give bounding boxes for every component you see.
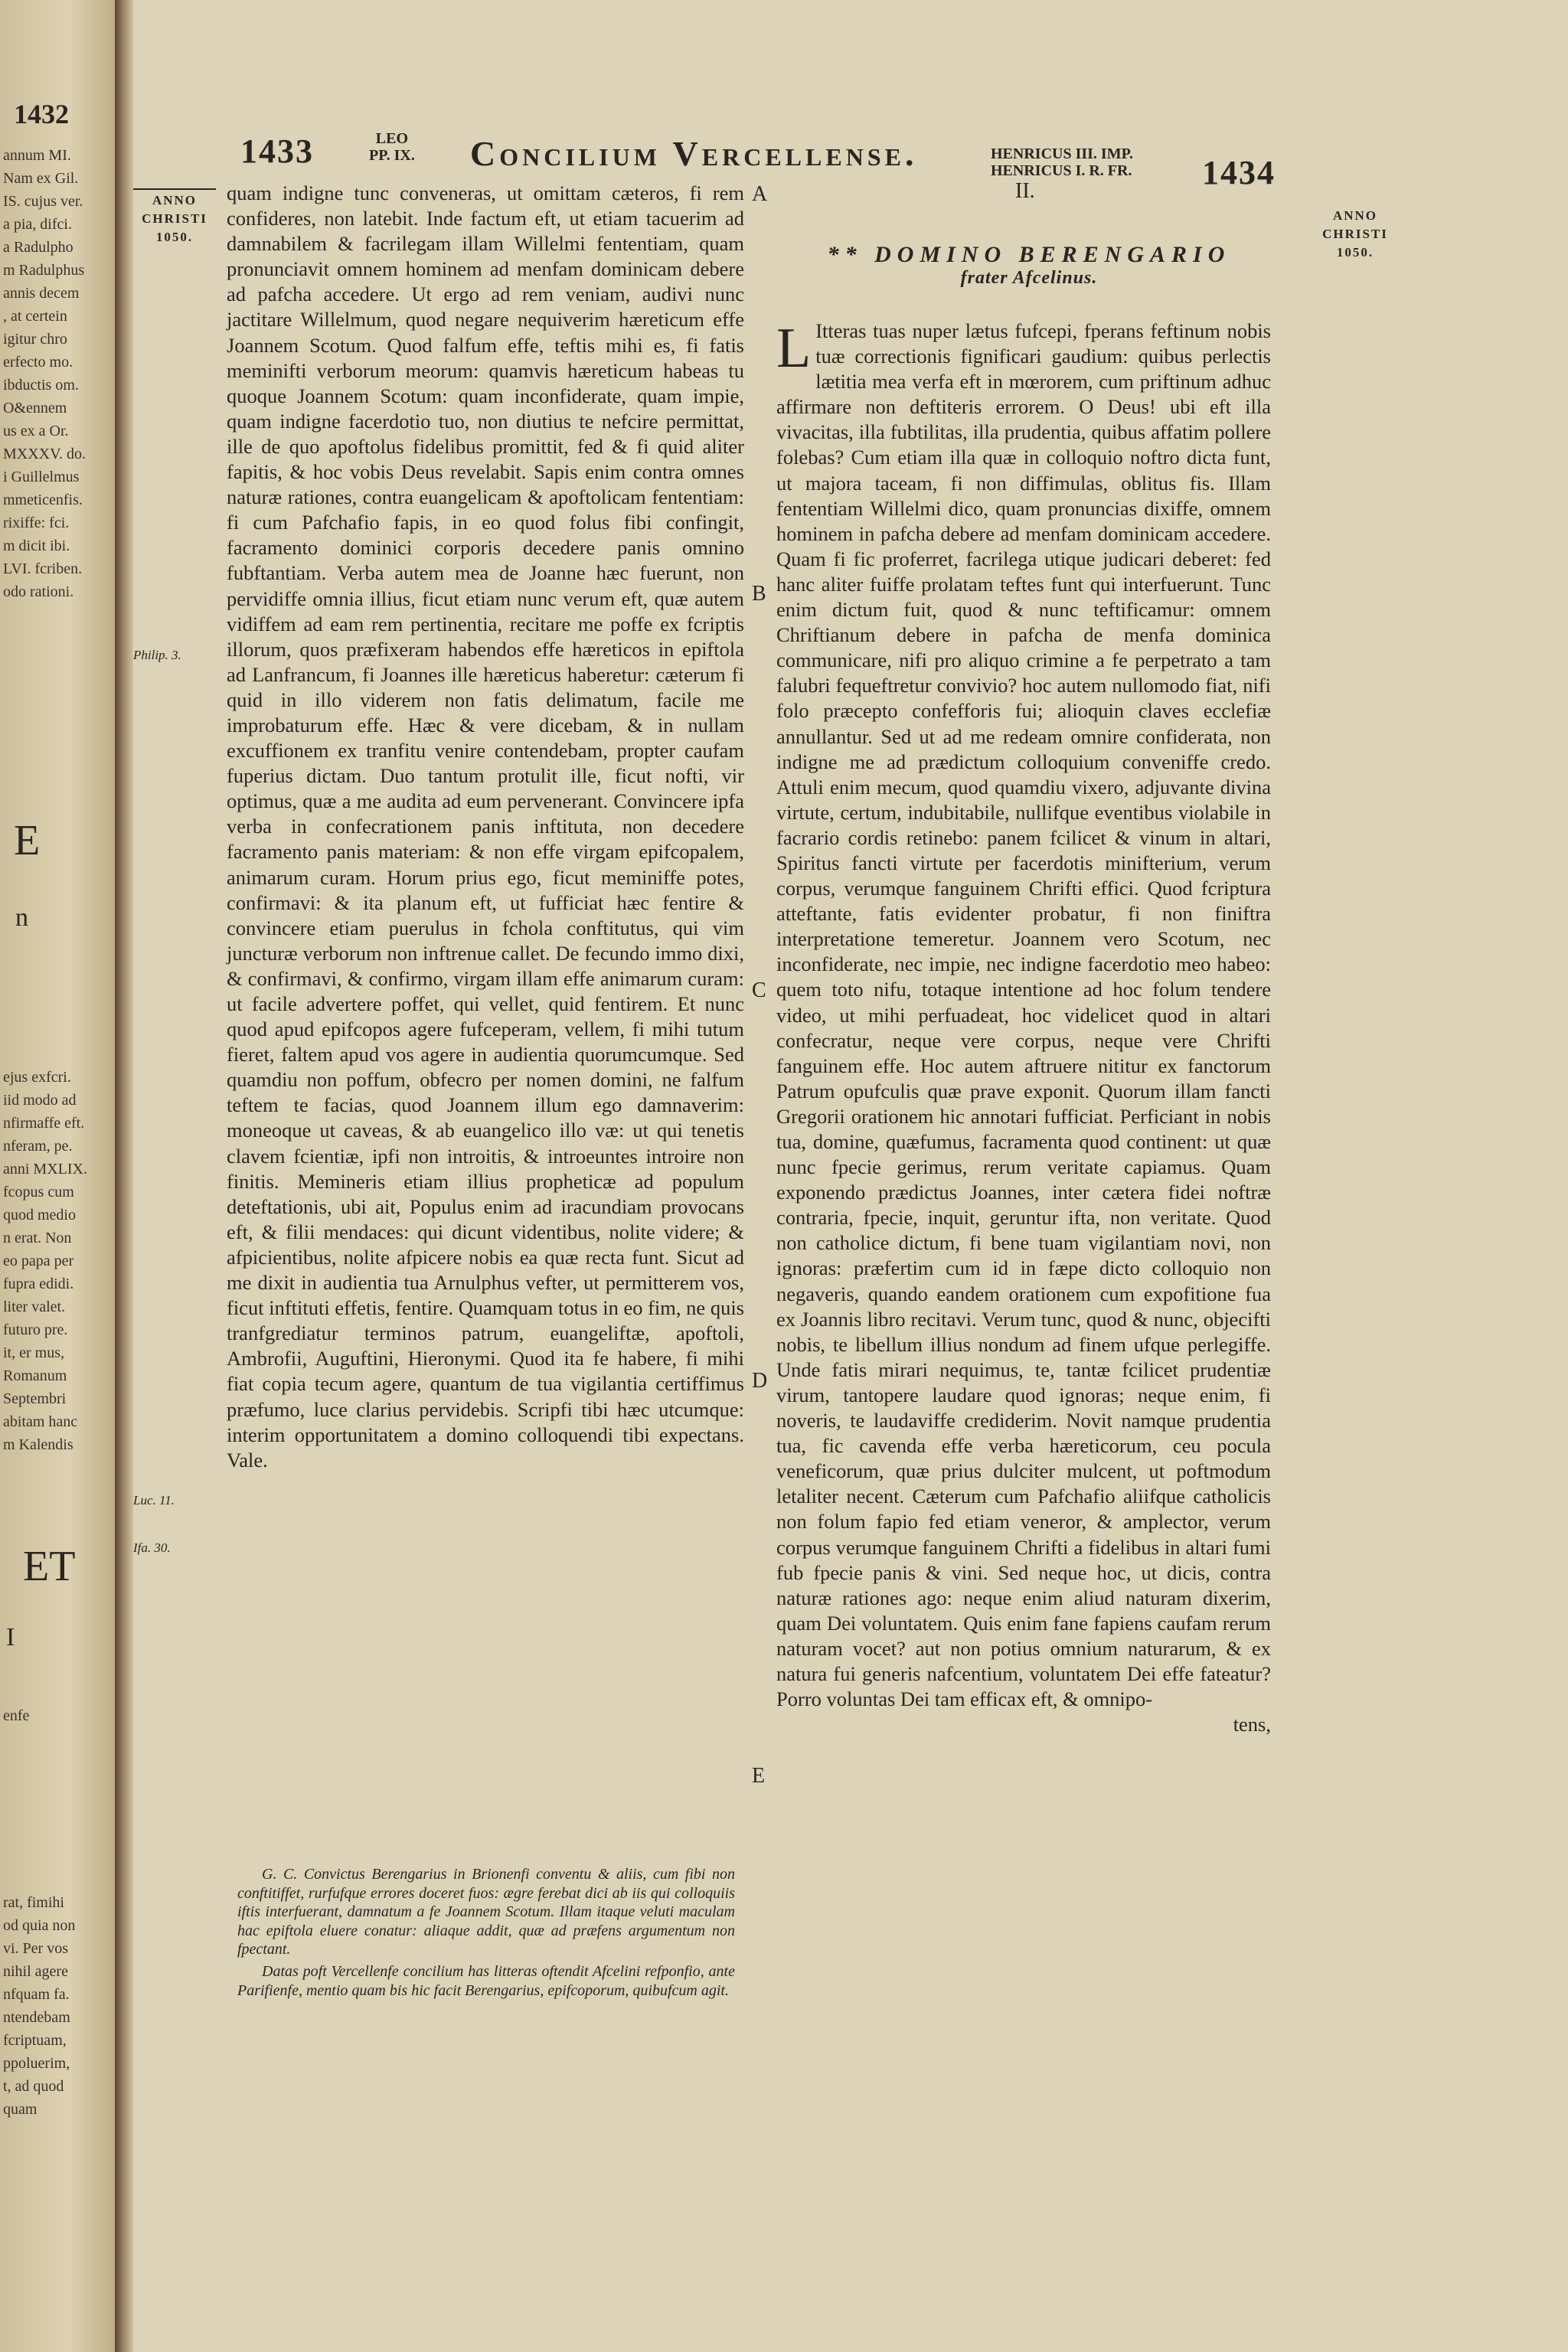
facing-page-fragment: i Guillelmus bbox=[3, 469, 80, 485]
section-marker-d: D bbox=[752, 1369, 768, 1393]
emperor-label bbox=[991, 145, 1133, 179]
facing-page-fragment: O&ennem bbox=[3, 400, 67, 416]
facing-page-fragment: eo papa per bbox=[3, 1253, 74, 1269]
anno-christi-left bbox=[133, 188, 216, 247]
pope-label bbox=[369, 130, 415, 164]
facing-page-fragment: Septembri bbox=[3, 1390, 67, 1407]
facing-page-letter: ET bbox=[23, 1543, 76, 1590]
facing-page-fragment: , at certein bbox=[3, 308, 67, 325]
facing-page-letter: E bbox=[14, 817, 41, 864]
note-2: Datas poft Vercellenfe concilium has litteras oftendit Afcelini refponfio, ante Parifienfe, mentio quam bis hic facit Berengarius, epifcoporum, quibufcum agit. bbox=[237, 1962, 735, 1999]
letter-number: II. bbox=[1015, 179, 1035, 203]
facing-page-fragment: IS. cujus ver. bbox=[3, 193, 83, 210]
facing-page-fragment: annum MI. bbox=[3, 147, 71, 164]
christi-word: CHRISTI bbox=[1322, 227, 1388, 241]
catchword: tens, bbox=[1233, 1713, 1271, 1736]
letter-body-right: Itteras tuas nuper lætus fufcepi, fperans feftinum nobis tuæ correctionis fignificari gaudium: quibus perlectis lætitia mea verfa eft in mœrorem, cum priftinum adhuc affirmare non deftiteris errorem. O Deus! ubi eft illa vivacitas, illa fubtilitas, illa prudentia, quibus affatim pollere folebas? Cum etiam illa quæ in colloquio noftro dicta funt, ut majora taceam, fi non diffimulas, oblitus fis. Illam fententiam Willelmi dico, quam pronuncias dixiffe, omnem hominem in pafcha debere ad menfam dominicam accedere. Quam fi fic proferret, facrilega utique judicari deberet: fed hanc aliter fuiffe prolatam teftes funt qui interfuerunt. Tunc enim dictum fuit, quod & nunc teftificamur: omnem Chriftianum debere in pafcha de menfa dominica communicare, nifi pro aliquo crimine a fe perpetrato a tam falubri fequeftretur convivio? hoc autem nullomodo fiat, nifi folo præcepto confefforis fui; alioquin claves ecclefiæ annullantur. Sed ut ad me redeam omnire confiderata, non indigne me ad prædictum colloquium conveniffe credo. Attuli enim mecum, quod quamdiu vixero, adjuvante divina virtute, certum, indubitabile, nullifque eventibus violabile in facrario cordis retinebo: panem fcilicet & vinum in altari, Spiritus fancti virtute per facerdotis minifterium, verum corpus, verumque fanguinem Chrifti effici. Quod fcriptura atteftante, fatis evidenter probatur, fi non finiftra interpretatione temeretur. Joannem vero Scotum, nec inconfiderate, nec impie, nec indigne facerdotio meo habeo: quem toto nifu, totaque intentione ad hoc folum tendere video, ut mihi perfuadeat, hoc videlicet quod in altari confecratur, neque vere corpus, neque vere Chrifti fanguinem effe. Hoc autem aftruere nititur ex fanctorum Patrum opufculis quæ prave exponit. Quorum illam fancti Gregorii orationem hic annotari fufficiat. Perficiant in nobis tua, domine, quæfumus, facramenta quod continent: ut quæ nunc fpecie gerimus, rerum veritate capiamus. Quam exponendo prædictus Joannes, inter cætera fidei noftræ contraria, fpecie, inquit, geruntur ifta, non veritate. Quod non catholice dictum, fi bene tuam vigilantiam novi, non ignoras: præfertim cum id in fæpe dicto colloquio non negaveris, quando eandem orationem cum expofitione fua ex Joannis libro recitavi. Verum tunc, quod & nunc, objecifti nobis, te libellum illius nondum ad finem ufque perlegiffe. Unde fatis mirari nequimus, te, tantæ fcilicet prudentiæ virum, tantopere laudare quod ignoras; neque enim, fi noveris, te laudaviffe crediderim. Novit namque prudentia tua, fic cavenda effe verba hæreticorum, ceu pocula veneficorum, quæ prius dulciter mulcent, ut poftmodum letaliter necent. Cæterum cum Pafchafio aliifque catholicis non folum fapio fed etiam veneror, & amplector, verum corpus verumque fanguinem Chrifti a fidelibus in altari fumi fub fpecie panis & vini. Sed neque hoc, ut dicis, contra naturæ rationes ago: neque enim aliud naturam dixerim, quam Dei voluntatem. Quis enim fane fapiens caufam rerum naturam vocet? aut non potius omnium naturarum, & ex natura fui generis nafcentium, voluntatem Dei effe fateatur? Porro voluntas Dei tam efficax eft, & omnipo- bbox=[776, 319, 1271, 1711]
facing-page-fragment: ppoluerim, bbox=[3, 2055, 70, 2072]
facing-page-fragment: rat, fimihi bbox=[3, 1894, 64, 1911]
margin-ref-philip: Philip. 3. bbox=[133, 648, 181, 662]
facing-page-fragment: vi. Per vos bbox=[3, 1940, 68, 1957]
facing-page-fragment: nfquam fa. bbox=[3, 1986, 70, 2003]
facing-page-fragment: od quia non bbox=[3, 1917, 76, 1934]
facing-page-fragment: mmeticenfis. bbox=[3, 492, 83, 508]
anno-christi-right bbox=[1309, 207, 1401, 262]
running-header bbox=[133, 115, 1568, 191]
king-line: HENRICUS I. R. FR. bbox=[991, 162, 1132, 179]
facing-page-fragment: LVI. fcriben. bbox=[3, 560, 83, 577]
facing-page-fragment: n erat. Non bbox=[3, 1230, 72, 1246]
facing-page-number: 1432 bbox=[14, 99, 69, 129]
letter-sender: frater Afcelinus. bbox=[960, 268, 1098, 288]
margin-ref-isa: Ifa. 30. bbox=[133, 1540, 171, 1555]
facing-page-fragment: quam bbox=[3, 2101, 38, 2118]
facing-page-fragment: liter valet. bbox=[3, 1298, 66, 1315]
facing-page-fragment: enfe bbox=[3, 1707, 30, 1724]
facing-page-fragment: anni MXLIX. bbox=[3, 1161, 87, 1178]
section-marker-a: A bbox=[752, 182, 768, 206]
facing-page-fragment: Nam ex Gil. bbox=[3, 170, 79, 187]
facing-page-fragment: ntendebam bbox=[3, 2009, 70, 2026]
facing-page-fragment: a Radulpho bbox=[3, 239, 74, 256]
facing-page-fragment: odo rationi. bbox=[3, 583, 74, 600]
facing-page-fragment: annis decem bbox=[3, 285, 80, 302]
letter-heading bbox=[784, 242, 1274, 289]
facing-page-fragment: fupra edidi. bbox=[3, 1276, 74, 1292]
facing-page-fragment: a pia, difci. bbox=[3, 216, 72, 233]
facing-page-fragment: us ex a Or. bbox=[3, 423, 69, 439]
facing-page-fragment: m dicit ibi. bbox=[3, 537, 70, 554]
book-page bbox=[133, 0, 1568, 2352]
facing-page-fragment: iid modo ad bbox=[3, 1092, 77, 1109]
pope-number: PP. IX. bbox=[369, 147, 415, 164]
facing-page-fragment: t, ad quod bbox=[3, 2078, 64, 2095]
year: 1050. bbox=[155, 230, 194, 244]
facing-page-fragment: abitam hanc bbox=[3, 1413, 78, 1430]
left-column-text bbox=[227, 181, 744, 1473]
page-number-left: 1433 bbox=[240, 132, 314, 170]
drop-cap: L bbox=[776, 317, 812, 380]
facing-page-fragment: quod medio bbox=[3, 1207, 76, 1223]
facing-page-fragment: nihil agere bbox=[3, 1963, 68, 1980]
facing-page-fragment: it, er mus, bbox=[3, 1344, 64, 1361]
facing-page-fragment: MXXXV. do. bbox=[3, 446, 86, 462]
note-1: G. C. Convictus Berengarius in Brionenfi conventu & aliis, cum fibi non conftitiffet, rurfufque errores doceret fuos: ægre ferebat dici ab iis qui colloquiis iftis interfuerant, damnatum a fe Joannem Scotum. Illam itaque veluti maculam hac epiftola eluere conatur: aliaque addit, quæ ad præfens argumentum non fpectant. bbox=[237, 1866, 735, 1958]
facing-page-fragment: Romanum bbox=[3, 1367, 67, 1384]
facing-page-fragment: futuro pre. bbox=[3, 1321, 68, 1338]
facing-page-fragment: erfecto mo. bbox=[3, 354, 74, 371]
page-number-right: 1434 bbox=[1202, 154, 1276, 191]
facing-page-fragment: ibductis om. bbox=[3, 377, 79, 394]
facing-page-letter: I bbox=[6, 1623, 15, 1651]
facing-page-edge bbox=[0, 0, 115, 2352]
section-marker-e: E bbox=[752, 1764, 766, 1788]
facing-page-fragment: m Radulphus bbox=[3, 262, 85, 279]
facing-page-fragment: ejus exfcri. bbox=[3, 1069, 71, 1086]
emperor-line: HENRICUS III. IMP. bbox=[991, 145, 1133, 162]
facing-page-letter: n bbox=[15, 903, 28, 932]
section-marker-b: B bbox=[752, 582, 766, 606]
right-column-text bbox=[776, 318, 1271, 1737]
anno-word: ANNO bbox=[152, 193, 198, 207]
facing-page-fragment: m Kalendis bbox=[3, 1436, 74, 1453]
facing-page-fragment: fcriptuam, bbox=[3, 2032, 67, 2049]
section-marker-c: C bbox=[752, 978, 766, 1002]
page-title: Concilium Vercellense. bbox=[470, 134, 918, 173]
letter-address: ** DOMINO BERENGARIO bbox=[827, 242, 1231, 267]
facing-page-fragment: fcopus cum bbox=[3, 1184, 74, 1200]
year: 1050. bbox=[1336, 245, 1374, 260]
facing-page-fragment: rixiffe: fci. bbox=[3, 514, 70, 531]
editorial-notes bbox=[237, 1865, 735, 2003]
christi-word: CHRISTI bbox=[142, 211, 207, 226]
margin-ref-luc: Luc. 11. bbox=[133, 1493, 175, 1508]
facing-page-fragment: igitur chro bbox=[3, 331, 67, 348]
letter-body-left: quam indigne tunc conveneras, ut omittam cæteros, fi rem confideres, non latebit. Inde factum eft, ut etiam tacuerim ad damnabilem & facrilegam illam Willelmi fententiam, quam pronunciavit omnem hominem ad menfam dominicam debere ad pafcha accedere. Ut ergo ad rem veniam, audivi nunc jactitare Willelmum, quod negare nequiverim hæreticum effe Joannem Scotum. Quod falfum effe, teftis mihi es, fi fatis meminifti verborum meorum: quamvis hæreticum habeas tu quoque Joannem Scotum: quam inconfiderate, quam impie, quam indigne facerdotio tuo, non diutius te nefcire permittat, ille de quo apoftolus fidelibus promittit, fed & fi quid aliter fapitis, & hoc vobis Deus revelabit. Sapis enim contra omnes naturæ rationes, contra euangelicam & apoftolicam fententiam: fi cum Pafchafio fapis, in eo quod folus fibi confingit, facramento dominici corporis decedere panis omnino fubftantiam. Verba autem mea de Joanne hæc fuerunt, non pervidiffe omnia illius, ficut etiam nunc verum eft, quæ autem vidiffem ad eam rem pertinentia, recitare me poffe ex fcriptis illorum, quos præfixeram habendos effe hæreticos in epiftola ad Lanfrancum, fi Joannes ille hæreticus haberetur: cæterum fi quid in illo viderem non fatis delimatum, facile me improbaturum effe. Hæc & vere dicebam, & in nullam excuffionem ex tranfitu venire contendebam, propter caufam fuperius dictam. Duo tantum protulit ille, ficut nofti, vir optimus, quæ a me audita ad eum pervenerant. Convincere ipfa verba in confecrationem panis inftituta, non decedere facramento panis materiam: & non effe virgam epifcopalem, animarum curam. Horum prius ego, ficut meminiffe potes, confirmavi: & ita planum eft, ut fufficiat hæc fentire & convincere etiam puerulus in fchola conftitutus, qui vim juncturæ verborum non inftrenue callet. De fecundo immo dixi, & confirmavi, & confirmo, virgam illam effe animarum curam: ut facile advertere poffet, qui vellet, quid fentirem. Et nunc quod apud epifcopos agere fufceperam, vellem, fi mihi tutum fieret, faltem apud vos agere in audientia quorumcumque. Sed quamdiu non poffum, obfecro per nomen domini, ne falfum teftem te facias, quod Joannem illum ego damnaverim: moneoque ut caveas, & ab euangelico illo væ: ut qui tenetis clavem fcientiæ, ipfi non introitis, & introeuntes introire non finitis. Memineris etiam illius propheticæ ad populum deteftationis, ubi ait, Populus enim ad iracundiam provocans eft, & filii mendaces: qui dicunt videntibus, nolite videre; & afpicientibus, nolite afpicere nobis ea quæ recta funt. Sicut ad me dixit in audientia tua Arnulphus vefter, ut permitterem vos, ficut inftituti effetis, fentire. Quamquam totus in eo fim, ne quis tranfgrediatur terminos patrum, euangeliftæ, apoftoli, Ambrofii, Auguftini, Hieronymi. Quod ita fe habere, fi mihi fiat copia tecum agere, quantum de tua vigilantia certiffimus præfumo, luce clarius pervidebis. Scripfi tibi hæc utcumque: interim opportunitatem a domino colloquendi tibi expectans. Vale. bbox=[227, 181, 744, 1472]
facing-page-fragment: nferam, pe. bbox=[3, 1138, 73, 1155]
facing-page-fragment: nfirmaffe eft. bbox=[3, 1115, 85, 1132]
book-gutter bbox=[115, 0, 133, 2352]
anno-word: ANNO bbox=[1332, 208, 1378, 223]
pope-name: LEO bbox=[375, 130, 409, 147]
